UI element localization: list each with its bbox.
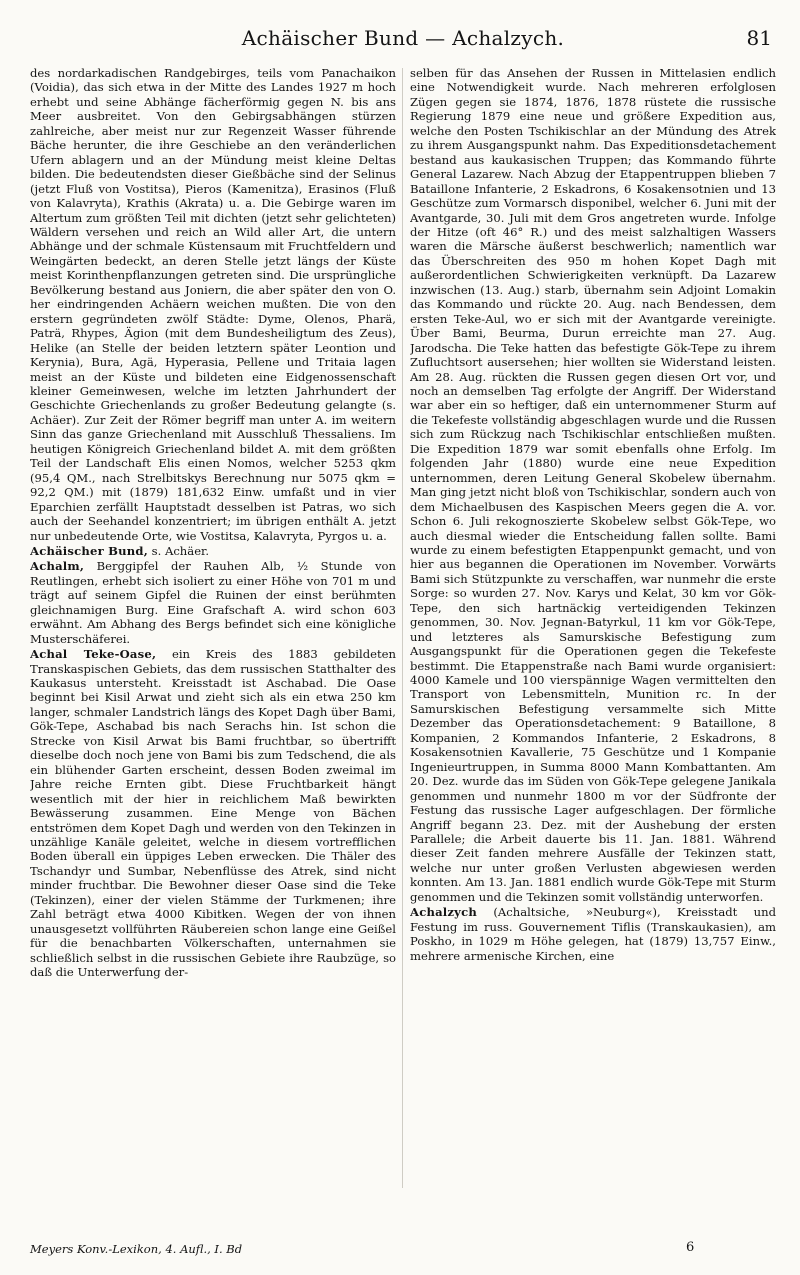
column-divider [402,68,403,1188]
entry-achalzych [410,905,776,963]
entry-achalm [30,559,396,646]
page-number: 81 [746,26,772,50]
entry-text: ein Kreis des 1883 gebildeten Transkaspischen Gebiets, das dem russischen Statthalter des Kaukasus untersteht. Kreisstadt ist Aschabad. Die Oase beginnt bei Kisil Arwat und zieht sich als ein etwa 250 km langer, schmaler Landstrich längs des Kopet Dagh über Bami, Gök-Tepe, Aschabad bis nach Serachs hin. Ist schon die Strecke von Kisil Arwat bis Bami fruchtbar, so übertrifft dieselbe doch noch jene von Bami bis zum Tedschend, die als ein blühender Garten erscheint, dessen Boden zweimal im Jahre reiche Ernten gibt. Diese Fruchtbarkeit hängt wesentlich mit der hier in reichlichem Maß bewirkten Bewässerung zusammen. Eine Menge von Bächen entströmen dem Kopet Dagh und werden von den Tekinzen in unzählige Kanäle geleitet, welche in diesem vortrefflichen Boden überall ein üppiges Leben erwecken. Die Thäler des Tschandyr und Sumbar, Nebenflüsse des Atrek, sind nicht minder fruchtbar. Die Bewohner dieser Oase sind die Teke (Tekinzen), einer der vielen Stämme der Turkmenen; ihre Zahl beträgt etwa 4000 Kibitken. Wegen der von ihnen unausgesetzt vollführten Räubereien schon lange eine Geißel für die benachbarten Völkerschaften, unternahmen sie schließlich selbst in die russischen Gebiete ihre Raubzüge, so daß die Unterwerfung der- [30,647,396,980]
entry-text: Berggipfel der Rauhen Alb, ½ Stunde von Reutlingen, erhebt sich isoliert zu einer Höhe von 701 m und trägt auf seinem Gipfel die Ruinen der einst berühmten gleichnamigen Burg. Eine Grafschaft A. wird schon 603 erwähnt. Am Abhang des Bergs befindet sich eine königliche Musterschäferei. [30,559,396,646]
entry-term: Achal Teke-Oase, [30,647,157,662]
page-header [30,0,776,60]
footer-source: Meyers Konv.-Lexikon, 4. Aufl., I. Bd [30,1242,243,1256]
left-column [30,66,396,1228]
entry-achal-teke-oase [30,647,396,979]
entry-term: Achalm, [30,559,85,574]
paragraph-achaia-continued: des nordarkadischen Randgebirges, teils vom Panachaikon (Voidia), das sich etwa in der Mitte des Landes 1927 m hoch erhebt und seine Abhänge fächerförmig gegen N. bis ans Meer ausbreitet. Von den Gebirgsabhängen stürzen zahlreiche, aber meist nur zur Regenzeit Wasser führende Bäche herunter, die ihre Geschiebe an den veränderlichen Ufern ablagern und an der Mündung meist kleine Deltas bilden. Die bedeutendsten dieser Gießbäche sind der Selinus (jetzt Fluß von Vostitsa), Pieros (Kamenitza), Erasinos (Fluß von Kalavryta), Krathis (Akrata) u. a. Die Gebirge waren im Altertum zum größten Teil mit dichten (jetzt sehr gelichteten) Wäldern versehen und reich an Wild aller Art, die untern Abhänge und der schmale Küstensaum mit Fruchtfeldern und Weingärten bedeckt, an deren Stelle jetzt längs der Küste meist Korinthenpflanzungen getreten sind. Die ursprüngliche Bevölkerung bestand aus Joniern, die aber später den von O. her eindringenden Achäern weichen mußten. Die von den erstern gegründeten zwölf Städte: Dyme, Olenos, Pharä, Paträ, Rhypes, Ägion (mit dem Bundesheiligtum des Zeus), Helike (an Stelle der beiden letztern später Leontion und Kerynia), Bura, Agä, Hyperasia, Pellene und Tritaia lagen meist an der Küste und bildeten eine Eidgenossenschaft kleiner Gemeinwesen, welche im letzten Jahrhundert der Geschichte Griechenlands zu großer Bedeutung gelangte (s. Achäer). Zur Zeit der Römer begriff man unter A. im weitern Sinn das ganze Griechenland mit Ausschluß Thessaliens. Im heutigen Königreich Griechenland bildet A. mit dem größten Teil der Landschaft Elis einen Nomos, welcher 5253 qkm (95,4 QM., nach Strelbitskys Berechnung nur 5075 qkm = 92,2 QM.) mit (1879) 181,632 Einw. umfaßt und in vier Eparchien zerfällt Hauptstadt desselben ist Patras, wo sich auch der Seehandel konzentriert; im übrigen enthält A. jetzt nur unbedeutende Orte, wie Vostitsa, Kalavryta, Pyrgos u. a. [30,66,396,543]
entry-term: Achäischer Bund, [30,543,148,558]
running-title: Achäischer Bund — Achalzych. [241,26,565,50]
signature-mark: 6 [686,1240,695,1255]
entry-text: (Achaltsiche, »Neuburg«), Kreisstadt und Festung im russ. Gouvernement Tiflis (Transkaukasien), am Poskho, in 1029 m Höhe gelegen, hat (1879) 13,757 Einw., mehrere armenische Kirchen, eine [410,905,776,963]
right-column [410,66,776,1228]
entry-text: s. Achäer. [147,543,210,558]
entry-achaeischer-bund [30,544,396,558]
paragraph-teke-expedition: selben für das Ansehen der Russen in Mittelasien endlich eine Notwendigkeit wurde. Nach mehreren erfolglosen Zügen gegen sie 1874, 1876, 1878 rüstete die russische Regierung 1879 eine neue und größere Expedition aus, welche den Posten Tschikischlar an der Mündung des Atrek zu ihrem Ausgangspunkt nahm. Das Expeditionsdetachement bestand aus kaukasischen Truppen; das Kommando führte General Lazarew. Nach Abzug der Etappentruppen blieben 7 Bataillone Infanterie, 2 Eskadrons, 6 Kosakensotnien und 13 Geschütze zum Vormarsch disponibel, welcher 6. Juni mit der Avantgarde, 30. Juli mit dem Gros angetreten wurde. Infolge der Hitze (oft 46° R.) und des meist salzhaltigen Wassers waren die Märsche äußerst beschwerlich; namentlich war das Überschreiten des 950 m hohen Kopet Dagh mit außerordentlichen Schwierigkeiten verknüpft. Da Lazarew inzwischen (13. Aug.) starb, übernahm sein Adjoint Lomakin das Kommando und rückte 20. Aug. nach Bendessen, dem ersten Teke-Aul, wo er sich mit der Avantgarde vereinigte. Über Bami, Beurma, Durun erreichte man 27. Aug. Jarodscha. Die Teke hatten das befestigte Gök-Tepe zu ihrem Zufluchtsort ausersehen; hier wollten sie Widerstand leisten. Am 28. Aug. rückten die Russen gegen diesen Ort vor, und noch an demselben Tag erfolgte der Angriff. Der Widerstand war aber ein so heftiger, daß ein unternommener Sturm auf die Tekefeste vollständig abgeschlagen wurde und die Russen sich zum Rückzug nach Tschikischlar entschließen mußten. Die Expedition 1879 war somit ebenfalls ohne Erfolg. Im folgenden Jahr (1880) wurde eine neue Expedition unternommen, deren Leitung General Skobelew übernahm. Man ging jetzt nicht bloß von Tschikischlar, sondern auch von dem Michaelbusen des Kaspischen Meers gegen die A. vor. Schon 6. Juli rekognoszierte Skobelew selbst Gök-Tepe, wo auch diesmal wieder die Entscheidung fallen sollte. Bami wurde zu einem befestigten Etappenpunkt gemacht, und von hier aus begannen die Operationen im November. Vorwärts Bami sich Stützpunkte zu verschaffen, war nunmehr die erste Sorge: so wurden 27. Nov. Karys und Kelat, 30 km vor Gök-Tepe, den sich hartnäckig verteidigenden Tekinzen genommen, 30. Nov. Jegnan-Batyrkul, 11 km vor Gök-Tepe, und letzteres als Samurskische Befestigung zum Ausgangspunkt für die Operationen gegen die Tekefeste bestimmt. Die Etappenstraße nach Bami wurde organisiert: 4000 Kamele und 100 vierspännige Wagen vermittelten den Transport von Lebensmitteln, Munition rc. In der Samurskischen Befestigung versammelte sich Mitte Dezember das Operationsdetachement: 9 Bataillone, 8 Kompanien, 2 Kommandos Infanterie, 2 Eskadrons, 8 Kosakensotnien Kavallerie, 75 Geschütze und 1 Kompanie Ingenieurtruppen, in Summa 8000 Mann Kombattanten. Am 20. Dez. wurde das im Süden von Gök-Tepe gelegene Janikala genommen und nunmehr 1800 m vor der Südfronte der Festung das russische Lager aufgeschlagen. Der förmliche Angriff begann 23. Dez. mit der Aushebung der ersten Parallele; die Arbeit dauerte bis 11. Jan. 1881. Während dieser Zeit fanden mehrere Ausfälle der Tekinzen statt, welche nur unter großen Verlusten abgewiesen werden konnten. Am 13. Jan. 1881 endlich wurde Gök-Tepe mit Sturm genommen und die Tekinzen somit vollständig unterworfen. [410,66,776,904]
entry-term: Achalzych [410,905,478,920]
